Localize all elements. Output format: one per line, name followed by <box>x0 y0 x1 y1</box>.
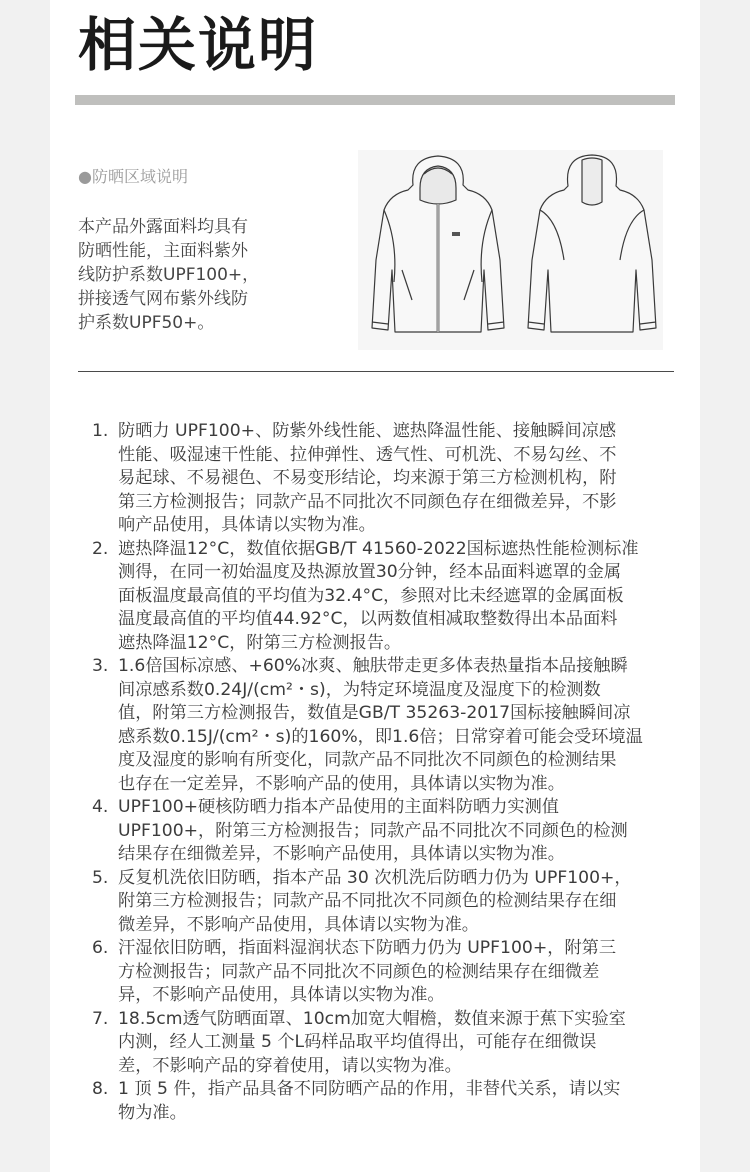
note-line: 异，不影响产品使用，具体请以实物为准。 <box>118 985 445 1005</box>
section-label: ●防晒区域说明 <box>78 167 188 186</box>
note-line: 方检测报告；同款产品不同批次不同颜色的检测结果存在细微差 <box>118 961 600 982</box>
list-item <box>92 420 680 538</box>
note-line: 测得，在同一初始温度及热源放置30分钟，经本品面料遮罩的金属 <box>118 562 622 582</box>
notes-list <box>92 420 680 1125</box>
note-line: 反复机洗依旧防晒，指本产品 30 次机洗后防晒力仍为 UPF100+， <box>118 867 632 888</box>
note-line: 结果存在细微差异，不影响产品使用，具体请以实物为准。 <box>118 844 565 864</box>
description-line: 本产品外露面料均具有 <box>78 217 248 237</box>
note-line: 遮热降温12°C，附第三方检测报告。 <box>118 632 402 653</box>
note-line: UPF100+，附第三方检测报告；同款产品不同批次不同颜色的检测 <box>118 820 628 841</box>
list-item-number: 8. <box>92 1079 109 1099</box>
note-line: UPF100+硬核防晒力指本产品使用的主面料防晒力实测值 <box>118 797 559 817</box>
note-line: 物为准。 <box>118 1102 187 1123</box>
list-item-number: 4. <box>92 797 109 817</box>
note-line: 差，不影响产品的穿着使用，请以实物为准。 <box>118 1055 462 1076</box>
list-item-number: 1. <box>92 421 109 441</box>
list-item <box>92 1078 680 1125</box>
jacket-front-drawing <box>372 156 504 332</box>
note-line: 汗湿依旧防晒，指面料湿润状态下防晒力仍为 UPF100+，附第三 <box>118 938 617 958</box>
note-line: 度及湿度的影响有所变化，同款产品不同批次不同颜色的检测结果 <box>118 750 617 770</box>
section-description <box>78 215 288 335</box>
note-line: 1.6倍国标凉感、+60%冰爽、触肤带走更多体表热量指本品接触瞬 <box>118 656 628 676</box>
list-item-number: 5. <box>92 867 109 888</box>
list-item-number: 7. <box>92 1008 109 1029</box>
note-line: 附第三方检测报告；同款产品不同批次不同颜色的检测结果存在细 <box>118 891 617 911</box>
note-line: 内测，经人工测量 5 个L码样品取平均值得出，可能存在细微误 <box>118 1032 597 1052</box>
title-underline-bar <box>75 95 675 105</box>
note-line: 感系数0.15J/(cm²・s)的160%，即1.6倍；日常穿着可能会受环境温 <box>118 726 643 747</box>
note-line: 间凉感系数0.24J/(cm²・s)，为特定环境温度及湿度下的检测数 <box>118 679 601 700</box>
list-item-text <box>118 1008 680 1079</box>
note-line: 面板温度最高值的平均值为32.4°C，参照对比未经遮罩的金属面板 <box>118 585 624 606</box>
note-line: 防晒力 UPF100+、防紫外线性能、遮热降温性能、接触瞬间凉感 <box>118 421 617 441</box>
note-line: 温度最高值的平均值44.92°C，以两数值相减取整数得出本品面料 <box>118 609 618 629</box>
note-line: 响产品使用，具体请以实物为准。 <box>118 515 376 535</box>
note-line: 18.5cm透气防晒面罩、10cm加宽大帽檐，数值来源于蕉下实验室 <box>118 1008 626 1029</box>
list-item-text <box>118 1078 680 1125</box>
list-item-text <box>118 796 680 867</box>
product-notes-page <box>50 0 700 1172</box>
list-item-text <box>118 420 680 538</box>
page-title: 相关说明 <box>78 11 319 79</box>
list-item <box>92 796 680 867</box>
list-item-text <box>118 538 680 656</box>
list-item <box>92 1008 680 1079</box>
jacket-diagram <box>358 150 663 350</box>
list-item <box>92 538 680 656</box>
section-divider <box>78 371 674 372</box>
note-line: 微差异，不影响产品使用，具体请以实物为准。 <box>118 914 479 935</box>
list-item-text <box>118 655 680 796</box>
note-line: 第三方检测报告；同款产品不同批次不同颜色存在细微差异，不影 <box>118 491 617 512</box>
description-line: 拼接透气网布紫外线防 <box>78 289 248 309</box>
list-item-text <box>118 867 680 938</box>
list-item <box>92 867 680 938</box>
note-line: 易起球、不易褪色、不易变形结论，均来源于第三方检测机构，附 <box>118 468 617 488</box>
note-line: 值，附第三方检测报告，数值是GB/T 35263-2017国标接触瞬间凉 <box>118 703 631 723</box>
note-line: 也存在一定差异，不影响产品的使用，具体请以实物为准。 <box>118 773 565 794</box>
note-line: 性能、吸湿速干性能、拉伸弹性、透气性、可机洗、不易勾丝、不 <box>118 444 617 465</box>
list-item <box>92 655 680 796</box>
list-item-number: 2. <box>92 538 109 559</box>
list-item <box>92 937 680 1008</box>
note-line: 1 顶 5 件，指产品具备不同防晒产品的作用，非替代关系，请以实 <box>118 1079 621 1099</box>
jacket-illustration <box>358 150 663 350</box>
description-line: 线防护系数UPF100+， <box>78 265 260 285</box>
list-item-number: 6. <box>92 938 109 958</box>
jacket-back-drawing <box>528 155 656 332</box>
description-line: 防晒性能，主面料紫外 <box>78 241 248 261</box>
list-item-number: 3. <box>92 656 109 676</box>
description-line: 护系数UPF50+。 <box>78 313 215 333</box>
note-line: 遮热降温12°C，数值依据GB/T 41560-2022国标遮热性能检测标准 <box>118 538 639 559</box>
list-item-text <box>118 937 680 1008</box>
